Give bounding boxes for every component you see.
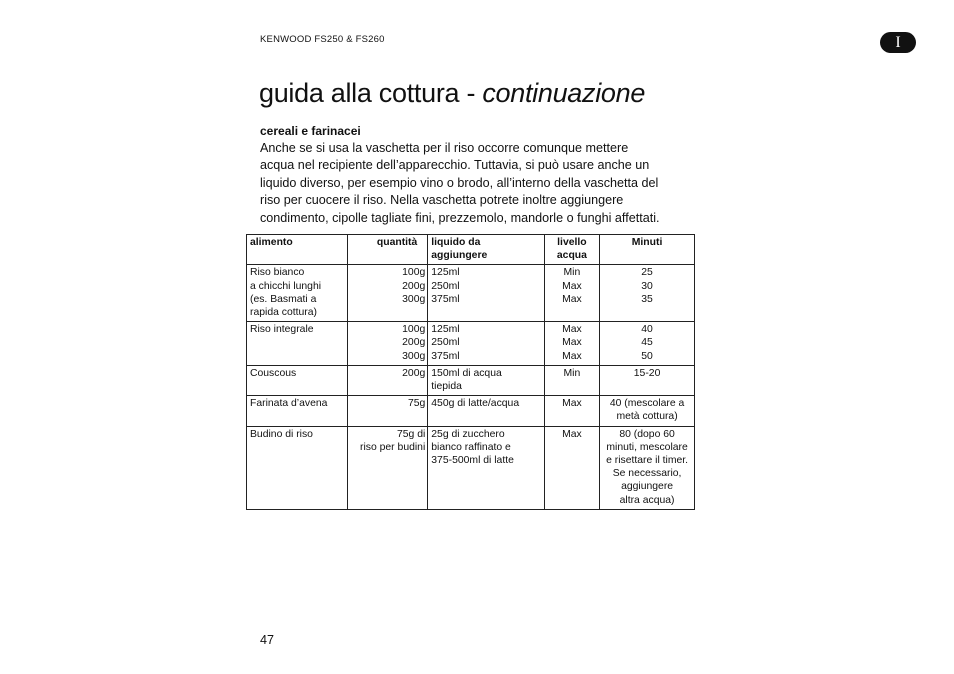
- cell-line: 15-20: [633, 367, 661, 379]
- table-header-row: [247, 235, 695, 265]
- cell-line: (es. Basmati a: [250, 293, 317, 305]
- header-cell-minuti: [600, 235, 695, 265]
- cell-livello: [544, 322, 599, 366]
- cell-line: 25: [641, 267, 653, 279]
- cell-line: e risettare il timer.: [606, 455, 689, 467]
- cell-line: 80 (dopo 60: [619, 428, 675, 440]
- intro-line: condimento, cipolle tagliate fini, prezzemolo, mandorle o funghi affettati.: [260, 210, 660, 225]
- cell-line: 375ml: [431, 350, 460, 362]
- cell-line: Max: [562, 293, 582, 305]
- cell-line: Farinata d’avena: [250, 398, 328, 410]
- cell-line: 45: [641, 337, 653, 349]
- header-cell-quantita: [347, 235, 428, 265]
- header-cell-livello: [544, 235, 599, 265]
- cell-line: Max: [562, 398, 582, 410]
- cell-quantita: [347, 396, 428, 426]
- cell-liquido: [428, 265, 544, 322]
- cell-line: Budino di riso: [250, 428, 313, 440]
- cell-line: 100g: [402, 324, 426, 336]
- cell-line: 300g: [402, 293, 426, 305]
- cell-line: rapida cottura): [250, 307, 317, 319]
- cell-liquido: [428, 396, 544, 426]
- cell-line: Couscous: [250, 367, 297, 379]
- cell-line: 375ml: [431, 293, 460, 305]
- cell-line: Min: [563, 267, 581, 279]
- cell-line: 450g di latte/acqua: [431, 398, 520, 410]
- cell-line: quantità: [376, 237, 418, 248]
- cell-alimento: [247, 322, 348, 366]
- cell-line: 200g: [402, 280, 426, 292]
- cell-line: alimento: [250, 237, 293, 248]
- table-body: [247, 265, 695, 509]
- cell-line: 40 (mescolare a: [609, 398, 685, 410]
- cell-quantita: [347, 265, 428, 322]
- cell-line: aggiungere: [431, 250, 488, 262]
- cell-line: bianco raffinato e: [431, 441, 511, 453]
- cell-line: 25g di zucchero: [431, 428, 505, 440]
- page-title-italic: continuazione: [482, 78, 646, 109]
- cell-liquido: [428, 322, 544, 366]
- cell-minuti: [600, 322, 695, 366]
- cell-line: tiepida: [431, 381, 462, 393]
- cell-line: 125ml: [431, 324, 460, 336]
- cell-liquido: [428, 426, 544, 509]
- cooking-table: [246, 234, 695, 510]
- cell-minuti: [600, 396, 695, 426]
- language-badge: I: [880, 32, 916, 53]
- document-header-brand: KENWOOD FS250 & FS260: [260, 34, 385, 45]
- page-title-main: guida alla cottura -: [259, 78, 483, 109]
- table-row: [247, 426, 695, 509]
- cell-line: 75g di: [396, 428, 426, 440]
- cell-line: Max: [562, 350, 582, 362]
- cell-line: 40: [641, 324, 653, 336]
- cell-line: Se necessario,: [612, 468, 682, 480]
- intro-line: liquido diverso, per esempio vino o brodo, all’interno della vaschetta del: [260, 175, 659, 190]
- cell-line: 300g: [402, 350, 426, 362]
- cell-line: acqua: [556, 250, 587, 262]
- cell-line: Min: [563, 367, 581, 379]
- cell-line: 100g: [402, 267, 426, 279]
- cell-quantita: [347, 322, 428, 366]
- cell-quantita: [347, 365, 428, 395]
- cell-livello: [544, 426, 599, 509]
- table-row: [247, 322, 695, 366]
- cell-line: 200g: [402, 367, 426, 379]
- page-number: 47: [260, 633, 275, 647]
- cell-livello: [544, 365, 599, 395]
- cell-line: 75g: [407, 398, 426, 410]
- cell-alimento: [247, 265, 348, 322]
- cell-minuti: [600, 365, 695, 395]
- cell-line: Riso integrale: [250, 324, 314, 336]
- cell-line: 50: [641, 350, 653, 362]
- cell-line: livello: [557, 237, 587, 248]
- page-title: [259, 78, 645, 109]
- table-row: [247, 365, 695, 395]
- cell-line: Minuti: [631, 237, 663, 248]
- table-row: [247, 396, 695, 426]
- intro-line: Anche se si usa la vaschetta per il riso occorre comunque mettere: [260, 141, 629, 155]
- cell-line: a chicchi lunghi: [250, 280, 322, 292]
- cell-line: 30: [641, 280, 653, 292]
- cell-livello: [544, 265, 599, 322]
- cell-alimento: [247, 426, 348, 509]
- header-cell-liquido: [428, 235, 544, 265]
- intro-line: riso per cuocere il riso. Nella vaschetta potrete inoltre aggiungere: [260, 193, 624, 208]
- cell-liquido: [428, 365, 544, 395]
- cell-line: liquido da: [431, 237, 481, 248]
- cell-line: 125ml: [431, 267, 460, 279]
- cell-line: 200g: [402, 337, 426, 349]
- cell-line: Max: [562, 337, 582, 349]
- cell-line: 250ml: [431, 280, 460, 292]
- cell-line: metà cottura): [616, 411, 678, 423]
- cell-line: minuti, mescolare: [606, 441, 688, 453]
- cell-livello: [544, 396, 599, 426]
- cell-quantita: [347, 426, 428, 509]
- section-heading: cereali e farinacei: [260, 124, 361, 138]
- cell-alimento: [247, 365, 348, 395]
- header-cell-alimento: [247, 235, 348, 265]
- cell-line: Max: [562, 280, 582, 292]
- cell-line: Riso bianco: [250, 267, 305, 279]
- cell-minuti: [600, 426, 695, 509]
- cell-alimento: [247, 396, 348, 426]
- cell-minuti: [600, 265, 695, 322]
- cell-line: 150ml di acqua: [431, 367, 502, 379]
- cell-line: altra acqua): [619, 494, 675, 506]
- cell-line: Max: [562, 324, 582, 336]
- table-row: [247, 265, 695, 322]
- intro-line: acqua nel recipiente dell’apparecchio. Tuttavia, si può usare anche un: [260, 158, 650, 173]
- intro-paragraph: [260, 140, 710, 227]
- cell-line: riso per budini: [360, 441, 426, 453]
- cell-line: 35: [641, 293, 653, 305]
- cell-line: aggiungere: [621, 481, 674, 493]
- cell-line: Max: [562, 428, 582, 440]
- cell-line: 375-500ml di latte: [431, 455, 514, 467]
- cell-line: 250ml: [431, 337, 460, 349]
